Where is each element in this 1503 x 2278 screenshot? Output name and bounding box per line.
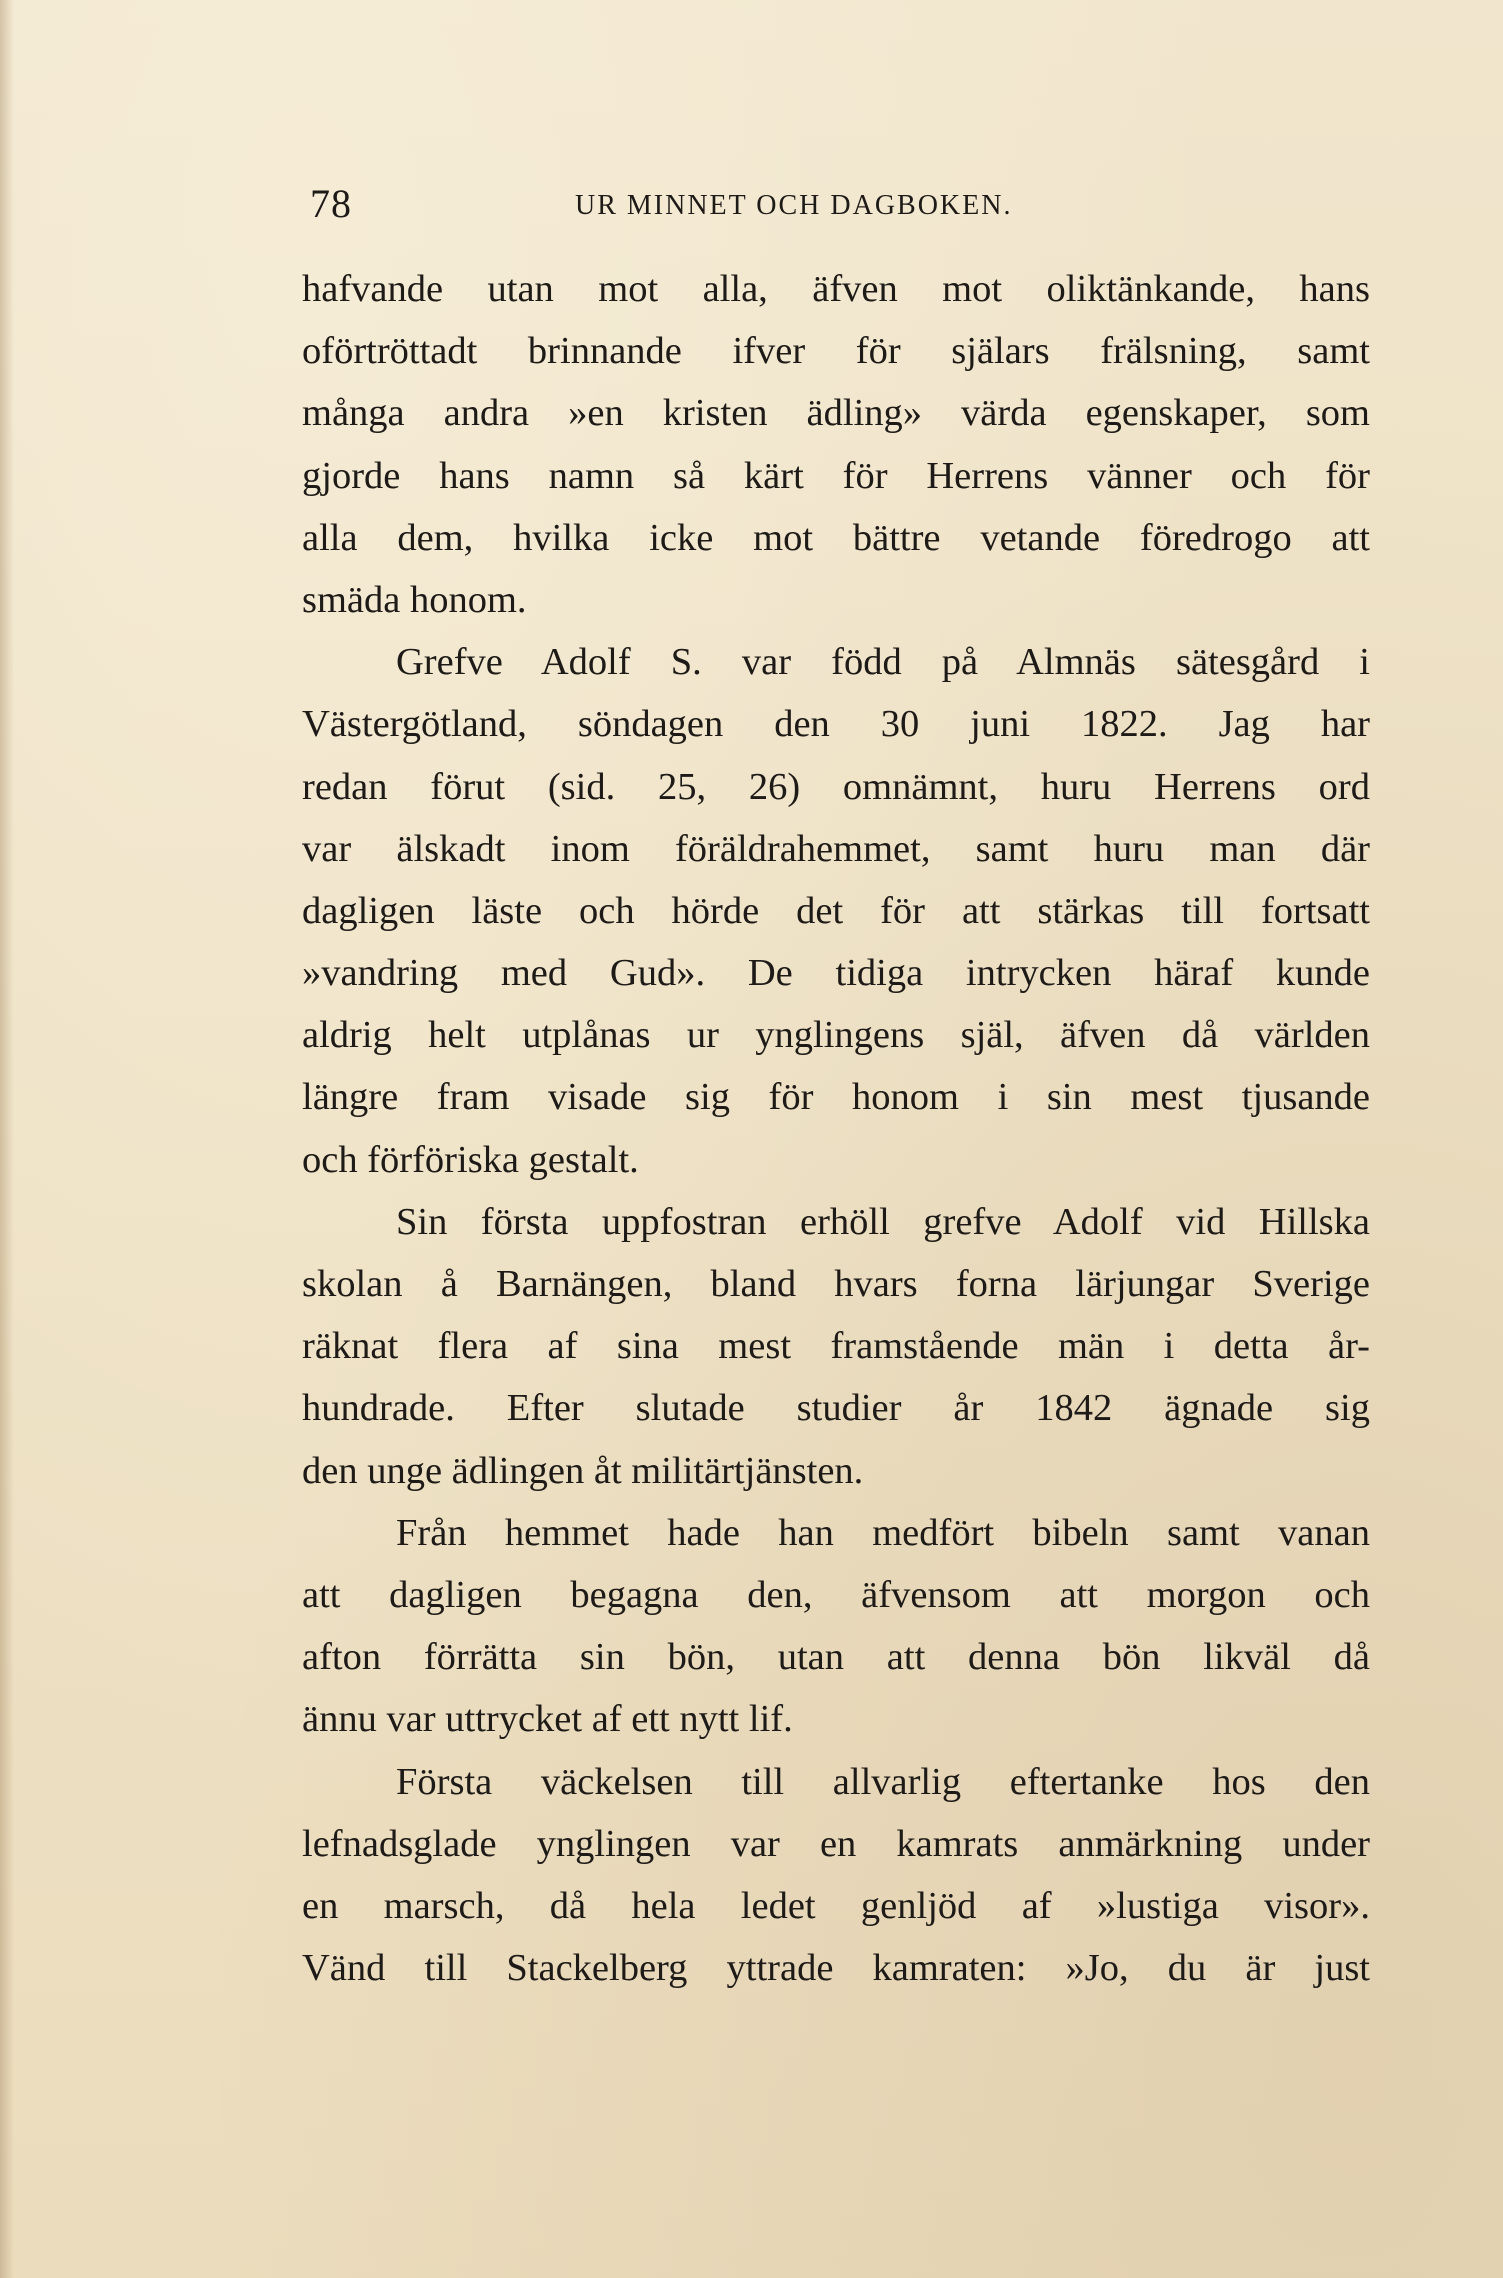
text-line: »vandring med Gud». De tidiga intrycken häraf kunde <box>302 952 1370 995</box>
text-line: Första väckelsen till allvarlig eftertanke hos den <box>396 1760 1370 1803</box>
text-line: Västergötland, söndagen den 30 juni 1822. Jag har <box>302 703 1370 746</box>
text-line: den unge ädlingen åt militärtjänsten. <box>302 1449 864 1492</box>
text-line: aldrig helt utplånas ur ynglingens själ, äfven då världen <box>302 1014 1370 1057</box>
body-text <box>302 258 1370 1999</box>
text-line: oförtröttadt brinnande ifver för själars frälsning, samt <box>302 330 1370 373</box>
text-line: var älskadt inom föräldrahemmet, samt huru man där <box>302 827 1370 870</box>
text-line: en marsch, då hela ledet genljöd af »lustiga visor». <box>302 1884 1370 1927</box>
text-line: Grefve Adolf S. var född på Almnäs sätesgård i <box>396 641 1370 684</box>
text-line: Från hemmet hade han medfört bibeln samt vanan <box>396 1511 1370 1554</box>
text-line: smäda honom. <box>302 578 527 621</box>
text-line: alla dem, hvilka icke mot bättre vetande föredrogo att <box>302 516 1370 559</box>
text-line: redan förut (sid. 25, 26) omnämnt, huru Herrens ord <box>302 765 1370 808</box>
text-line: Sin första uppfostran erhöll grefve Adolf vid Hillska <box>396 1200 1370 1243</box>
page-header <box>310 180 1370 230</box>
text-line: ännu var uttrycket af ett nytt lif. <box>302 1698 793 1741</box>
text-line: och förföriska gestalt. <box>302 1138 639 1181</box>
page-edge-shadow <box>0 0 14 2278</box>
text-line: lefnadsglade ynglingen var en kamrats anmärkning under <box>302 1822 1370 1865</box>
text-line: afton förrätta sin bön, utan att denna bön likväl då <box>302 1636 1370 1679</box>
text-line: hundrade. Efter slutade studier år 1842 ägnade sig <box>302 1387 1370 1430</box>
text-line: Vänd till Stackelberg yttrade kamraten: »Jo, du är just <box>302 1947 1370 1990</box>
text-line: att dagligen begagna den, äfvensom att morgon och <box>302 1573 1370 1616</box>
text-line: räknat flera af sina mest framstående män i detta år- <box>302 1325 1370 1368</box>
page-number: 78 <box>310 181 352 226</box>
text-line: längre fram visade sig för honom i sin mest tjusande <box>302 1076 1370 1119</box>
text-line: dagligen läste och hörde det för att stärkas till fortsatt <box>302 889 1370 932</box>
text-line: många andra »en kristen ädling» värda egenskaper, som <box>302 392 1370 435</box>
text-line: skolan å Barnängen, bland hvars forna lärjungar Sverige <box>302 1263 1370 1305</box>
running-title: UR MINNET OCH DAGBOKEN. <box>575 190 1013 221</box>
text-line: gjorde hans namn så kärt för Herrens vänner och för <box>302 454 1370 497</box>
text-line: hafvande utan mot alla, äfven mot oliktänkande, hans <box>302 268 1370 310</box>
